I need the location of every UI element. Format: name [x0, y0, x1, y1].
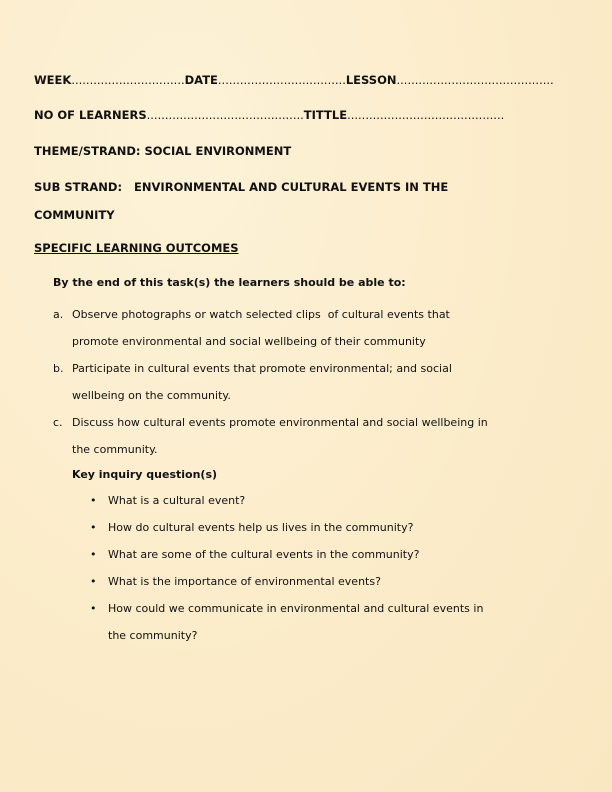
outcome-marker: c.: [53, 416, 63, 429]
learners-label: NO OF LEARNERS: [34, 108, 147, 122]
bullet-icon: •: [90, 575, 97, 588]
outcome-marker: b.: [53, 362, 64, 375]
outcome-marker: a.: [53, 308, 64, 321]
outcome-a-line1: Observe photographs or watch selected clips of cultural events that: [72, 308, 450, 321]
date-blank: ...................................: [217, 73, 346, 87]
sub-strand-line1: SUB STRAND: ENVIRONMENTAL AND CULTURAL EVENTS IN THE: [34, 180, 449, 194]
key-inquiry-heading: Key inquiry question(s): [72, 468, 218, 481]
theme-strand: THEME/STRAND: SOCIAL ENVIRONMENT: [34, 144, 292, 158]
question-item: How could we communicate in environmental and cultural events in: [108, 602, 484, 615]
bullet-icon: •: [90, 494, 97, 507]
date-label: DATE: [184, 73, 218, 87]
learners-title-line: [34, 108, 504, 122]
bullet-icon: •: [90, 521, 97, 534]
bullet-icon: •: [90, 602, 97, 615]
week-blank: ...............................: [71, 73, 185, 87]
bullet-icon: •: [90, 548, 97, 561]
question-item-continued: the community?: [108, 629, 198, 642]
week-label: WEEK: [34, 73, 72, 87]
outcome-a-line2: promote environmental and social wellbeing of their community: [72, 335, 426, 348]
learners-blank: ...........................................: [146, 108, 304, 122]
lesson-blank: ...........................................: [396, 73, 554, 87]
outcome-b-line2: wellbeing on the community.: [72, 389, 231, 402]
outcome-b-line1: Participate in cultural events that promote environmental; and social: [72, 362, 452, 375]
intro-text: By the end of this task(s) the learners should be able to:: [53, 276, 406, 289]
sub-strand-line2: COMMUNITY: [34, 208, 115, 222]
outcome-c-line1: Discuss how cultural events promote environmental and social wellbeing in: [72, 416, 488, 429]
question-item: What is the importance of environmental events?: [108, 575, 381, 588]
title-label: TITTLE: [303, 108, 348, 122]
question-item: What is a cultural event?: [108, 494, 246, 507]
week-date-lesson-line: [34, 73, 554, 87]
outcome-c-line2: the community.: [72, 443, 158, 456]
slo-heading: SPECIFIC LEARNING OUTCOMES: [34, 241, 239, 255]
question-item: What are some of the cultural events in the community?: [108, 548, 420, 561]
lesson-label: LESSON: [345, 73, 397, 87]
question-item: How do cultural events help us lives in the community?: [108, 521, 414, 534]
title-blank: ...........................................: [347, 108, 505, 122]
